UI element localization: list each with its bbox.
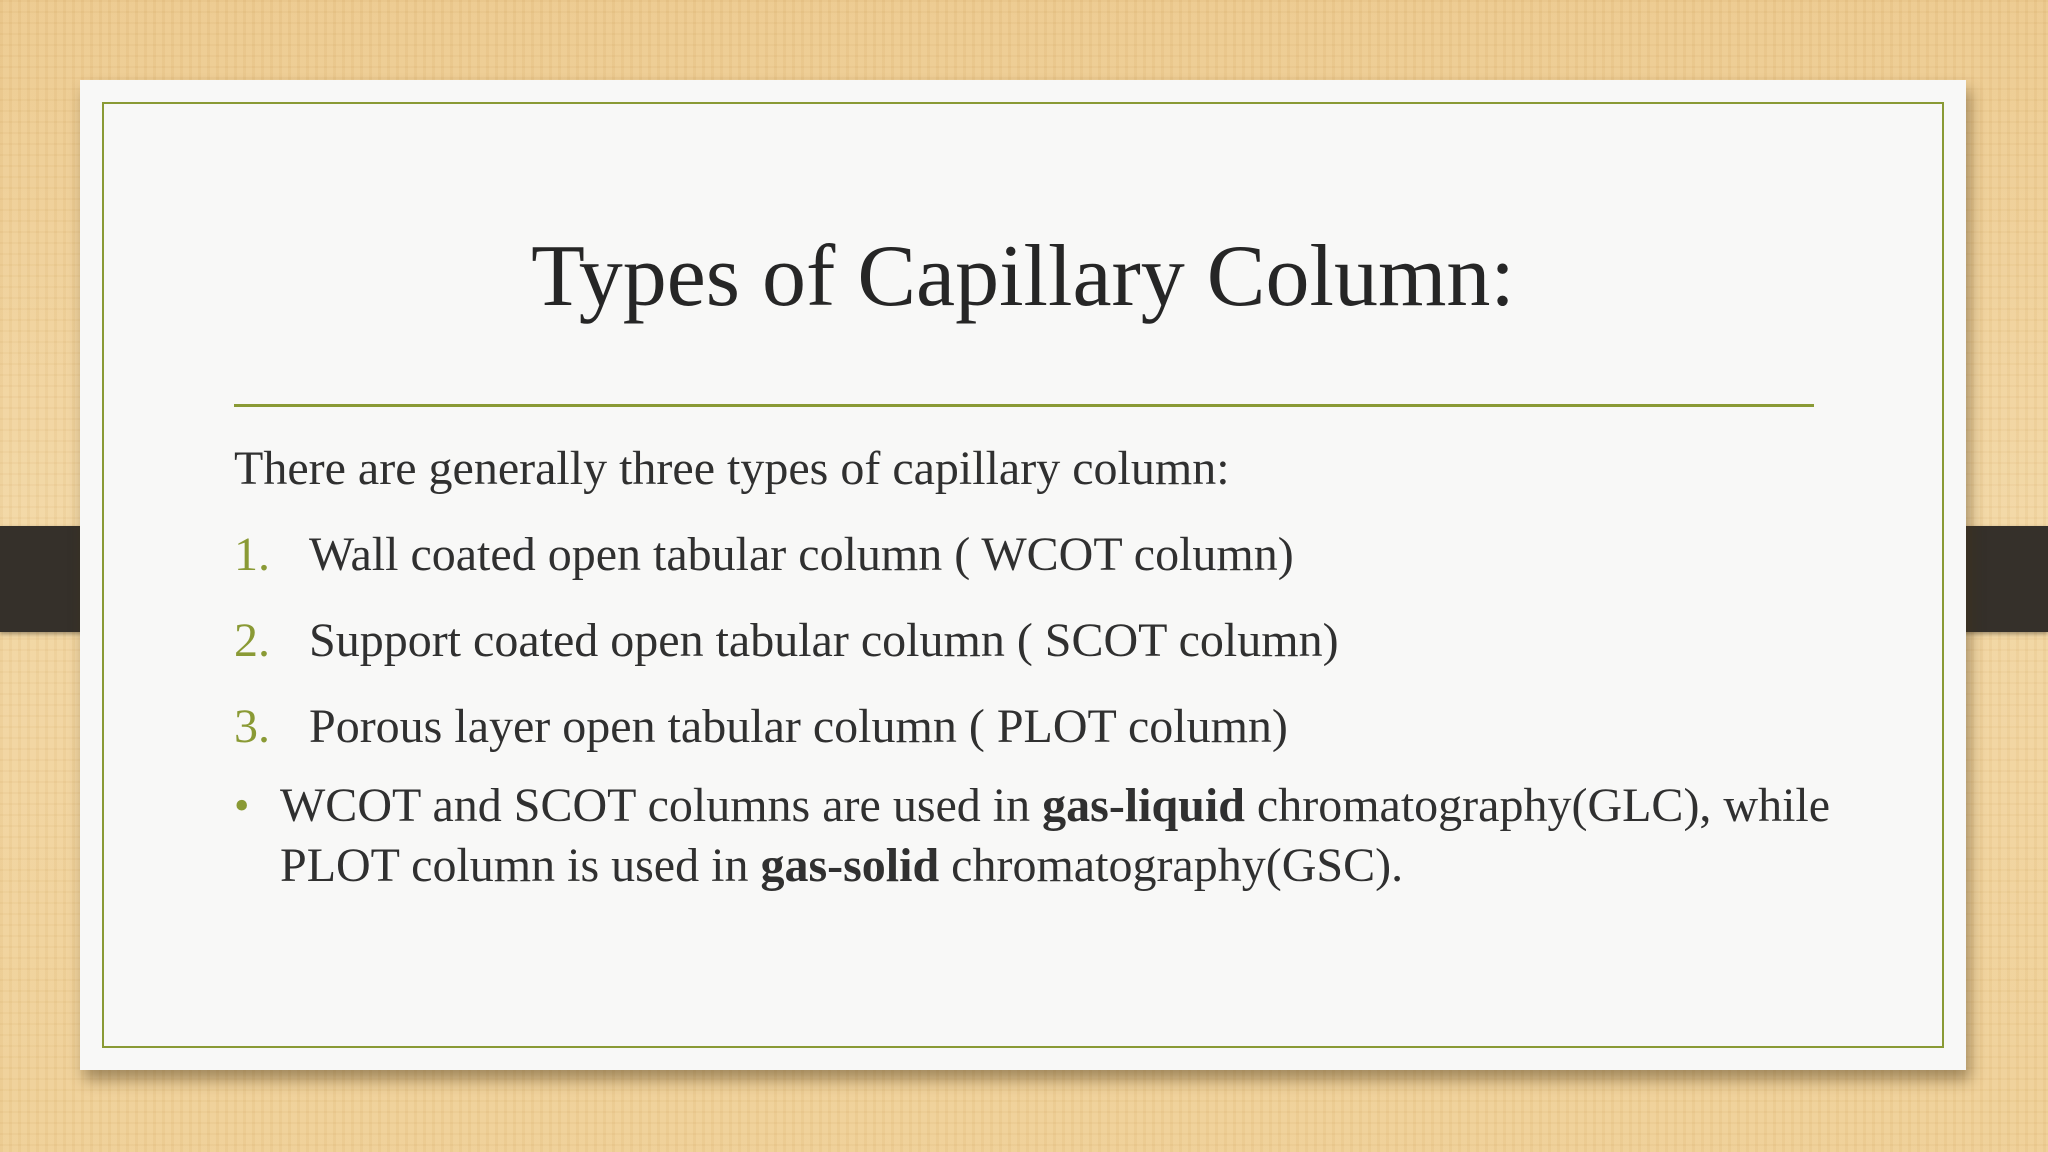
bullet-item-usage bbox=[234, 776, 1834, 896]
item-number: 3. bbox=[234, 700, 270, 753]
bullet-text-part: chromatography(GSC). bbox=[939, 839, 1404, 892]
title-divider bbox=[234, 404, 1814, 407]
slide-title: Types of Capillary Column: bbox=[531, 228, 1515, 325]
bullet-text-part: chromatography(GLC), while PLOT column is used in bbox=[280, 779, 1831, 892]
numbered-item-scot bbox=[234, 598, 1834, 684]
bold-term-gas-solid: gas-solid bbox=[760, 839, 940, 892]
item-text: Wall coated open tabular column ( WCOT column) bbox=[309, 528, 1294, 581]
numbered-item-wcot bbox=[234, 512, 1834, 598]
item-number: 2. bbox=[234, 614, 270, 667]
slide-content bbox=[234, 432, 1834, 896]
item-text: Porous layer open tabular column ( PLOT column) bbox=[309, 700, 1288, 753]
item-number: 1. bbox=[234, 528, 270, 581]
bullet-text bbox=[280, 776, 1834, 896]
bold-term-gas-liquid: gas-liquid bbox=[1042, 779, 1245, 832]
intro-text: There are generally three types of capillary column: bbox=[234, 442, 1230, 495]
item-text: Support coated open tabular column ( SCOT column) bbox=[309, 614, 1339, 667]
numbered-item-plot bbox=[234, 684, 1834, 770]
bullet-dot-icon: • bbox=[234, 781, 250, 830]
bullet-text-part: WCOT and SCOT columns are used in bbox=[280, 779, 1043, 832]
